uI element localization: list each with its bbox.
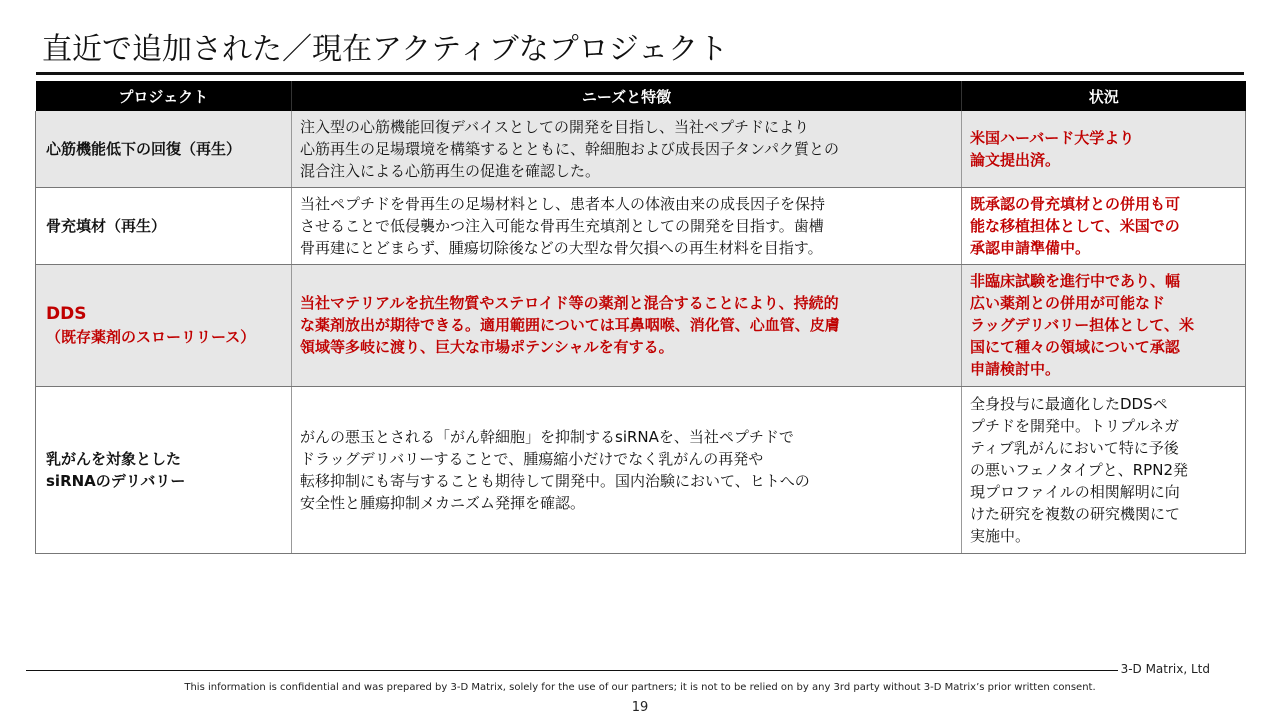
project-name: 骨充填材（再生） bbox=[46, 216, 167, 235]
project-name: 乳がんを対象とした bbox=[46, 449, 182, 468]
status-text: 現プロファイルの相関解明に向 bbox=[970, 482, 1180, 501]
status-text: 国にて種々の領域について承認 bbox=[970, 338, 1180, 356]
status-text: の悪いフェノタイプと、RPN2発 bbox=[970, 460, 1188, 479]
needs-text: 領域等多岐に渡り、巨大な市場ポテンシャルを有する。 bbox=[300, 338, 674, 356]
header-needs: ニーズと特徴 bbox=[292, 81, 962, 111]
projects-table bbox=[35, 81, 1246, 554]
status-text: 全身投与に最適化したDDSペ bbox=[970, 394, 1168, 413]
project-cell bbox=[36, 187, 292, 264]
needs-text: 転移抑制にも寄与することも期待して開発中。国内治験において、ヒトへの bbox=[300, 471, 810, 490]
needs-cell bbox=[292, 187, 962, 264]
needs-text: 混合注入による心筋再生の促進を確認した。 bbox=[300, 161, 601, 180]
title-divider bbox=[36, 72, 1244, 75]
header-project: プロジェクト bbox=[36, 81, 292, 111]
needs-text: 当社マテリアルを抗生物質やステロイド等の薬剤と混合することにより、持続的 bbox=[300, 294, 839, 312]
status-text: 非臨床試験を進行中であり、幅 bbox=[970, 272, 1181, 290]
needs-text: がんの悪玉とされる「がん幹細胞」を抑制するsiRNAを、当社ペプチドで bbox=[300, 427, 794, 446]
company-name: 3-D Matrix, Ltd bbox=[1120, 662, 1210, 676]
table-header-row bbox=[36, 81, 1246, 111]
status-cell bbox=[962, 386, 1246, 553]
table-row bbox=[36, 386, 1246, 553]
status-cell bbox=[962, 264, 1246, 386]
needs-cell bbox=[292, 111, 962, 187]
status-text: ティブ乳がんにおいて特に予後 bbox=[970, 438, 1179, 457]
project-subtitle: （既存薬剤のスローリリース） bbox=[46, 328, 256, 346]
project-cell bbox=[36, 264, 292, 386]
needs-cell bbox=[292, 264, 962, 386]
status-text: ラッグデリバリー担体として、米 bbox=[970, 316, 1194, 334]
project-name: siRNAのデリバリー bbox=[46, 471, 186, 490]
needs-text: な薬剤放出が期待できる。適用範囲については耳鼻咽喉、消化管、心血管、皮膚 bbox=[300, 316, 840, 334]
status-text: 実施中。 bbox=[970, 526, 1031, 545]
status-text: 能な移植担体として、米国での bbox=[970, 216, 1180, 235]
status-text: 米国ハーバード大学より bbox=[970, 128, 1135, 147]
status-text: けた研究を複数の研究機関にて bbox=[970, 504, 1181, 523]
status-text: 承認申請準備中。 bbox=[970, 238, 1091, 257]
project-name: 心筋機能低下の回復（再生） bbox=[46, 139, 242, 158]
needs-text: 注入型の心筋機能回復デバイスとしての開発を目指し、当社ペプチドにより bbox=[300, 117, 809, 136]
status-text: 広い薬剤との併用が可能なド bbox=[970, 294, 1166, 312]
status-text: プチドを開発中。トリプルネガ bbox=[970, 416, 1179, 435]
table-row bbox=[36, 187, 1246, 264]
needs-text: 当社ペプチドを骨再生の足場材料とし、患者本人の体液由来の成長因子を保持 bbox=[300, 194, 826, 213]
needs-text: ドラッグデリバリーすることで、腫瘍縮小だけでなく乳がんの再発や bbox=[300, 449, 764, 468]
table-row bbox=[36, 111, 1246, 187]
status-text: 申請検討中。 bbox=[970, 360, 1061, 378]
status-cell bbox=[962, 111, 1246, 187]
needs-text: 心筋再生の足場環境を構築するとともに、幹細胞および成長因子タンパク質との bbox=[300, 139, 839, 158]
footer-divider bbox=[26, 670, 1118, 671]
project-cell bbox=[36, 111, 292, 187]
status-cell bbox=[962, 187, 1246, 264]
page-title: 直近で追加された／現在アクティブなプロジェクト bbox=[42, 32, 729, 67]
confidentiality-notice: This information is confidential and was prepared by 3-D Matrix, solely for the use of our partners; it is not to be relied on by any 3rd party without 3-D Matrix’s prior written consent. bbox=[184, 682, 1096, 693]
header-status: 状況 bbox=[962, 81, 1246, 111]
status-text: 既承認の骨充填材との併用も可 bbox=[970, 194, 1181, 213]
needs-text: 安全性と腫瘍抑制メカニズム発揮を確認。 bbox=[300, 493, 586, 512]
needs-text: 骨再建にとどまらず、腫瘍切除後などの大型な骨欠損への再生材料を目指す。 bbox=[300, 238, 823, 257]
needs-text: させることで低侵襲かつ注入可能な骨再生充填剤としての開発を目指す。歯槽 bbox=[300, 216, 824, 235]
needs-cell bbox=[292, 386, 962, 553]
table-row bbox=[36, 264, 1246, 386]
project-name: DDS bbox=[46, 304, 87, 324]
page-number: 19 bbox=[631, 700, 649, 715]
project-cell bbox=[36, 386, 292, 553]
status-text: 論文提出済。 bbox=[970, 150, 1061, 169]
